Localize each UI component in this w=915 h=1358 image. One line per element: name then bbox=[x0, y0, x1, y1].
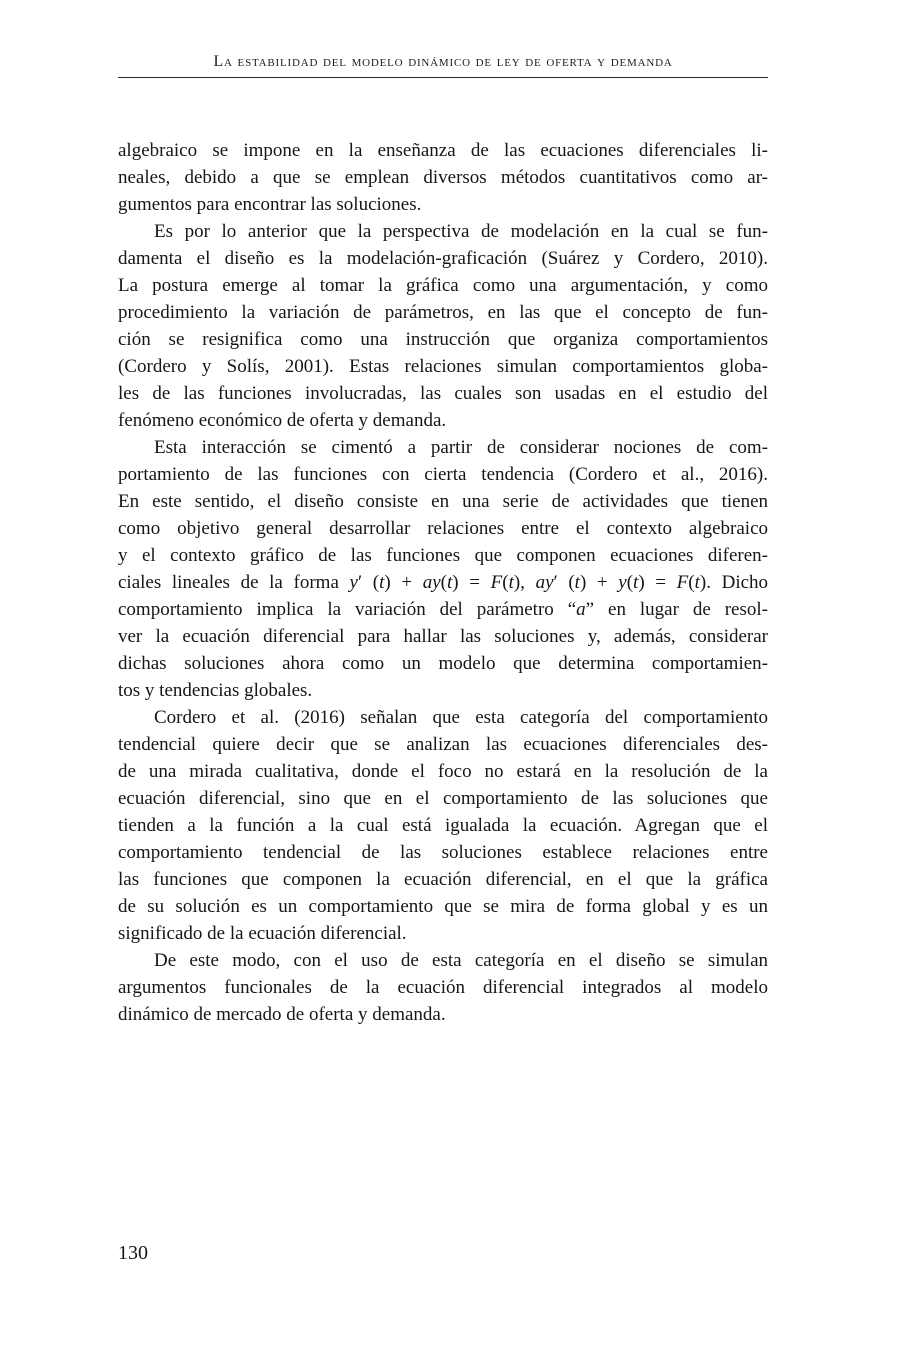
text-run: Es por lo anterior que la perspectiva de modelación en la cual se fun- bbox=[154, 221, 768, 242]
text-run: ver la ecuación diferencial para hallar las soluciones y, además, considerar bbox=[118, 626, 768, 647]
text-run: ) = bbox=[452, 572, 491, 593]
text-run: (Cordero y Solís, 2001). Estas relaciones simulan comportamientos globa- bbox=[118, 356, 768, 377]
body-paragraph bbox=[118, 947, 768, 1028]
text-line bbox=[118, 515, 768, 542]
text-run: ción se resignifica como una instrucción que organiza comportamientos bbox=[118, 329, 768, 350]
text-run: Cordero et al. (2016) señalan que esta categoría del comportamiento bbox=[154, 707, 768, 728]
page-header bbox=[118, 52, 768, 78]
text-run: fenómeno económico de oferta y demanda. bbox=[118, 410, 447, 431]
text-line bbox=[118, 245, 768, 272]
text-line bbox=[118, 866, 768, 893]
math-italic-run: ay bbox=[535, 572, 554, 593]
page-body bbox=[118, 137, 768, 1028]
body-paragraph bbox=[118, 434, 768, 704]
body-paragraph bbox=[118, 218, 768, 434]
text-run: ′ ( bbox=[553, 572, 575, 593]
math-italic-run: F bbox=[490, 572, 503, 593]
text-line bbox=[118, 569, 768, 596]
text-run: comportamiento tendencial de las soluciones establece relaciones entre bbox=[118, 842, 768, 863]
text-line bbox=[118, 164, 768, 191]
text-line bbox=[118, 272, 768, 299]
math-italic-run: t bbox=[574, 572, 580, 593]
text-line bbox=[118, 785, 768, 812]
text-line bbox=[118, 380, 768, 407]
math-italic-run: a bbox=[576, 599, 586, 620]
text-line bbox=[118, 623, 768, 650]
text-line bbox=[118, 137, 768, 164]
text-line bbox=[118, 353, 768, 380]
math-italic-run: ay bbox=[422, 572, 441, 593]
math-italic-run: t bbox=[447, 572, 453, 593]
text-run: les de las funciones involucradas, las cuales son usadas en el estudio del bbox=[118, 383, 768, 404]
header-rule bbox=[118, 77, 768, 78]
text-run: ) = bbox=[638, 572, 677, 593]
text-line bbox=[118, 839, 768, 866]
text-run: algebraico se impone en la enseñanza de las ecuaciones diferenciales li- bbox=[118, 140, 768, 161]
body-paragraph bbox=[118, 704, 768, 947]
text-line bbox=[118, 812, 768, 839]
text-run: ciales lineales de la forma bbox=[118, 572, 350, 593]
text-line bbox=[118, 488, 768, 515]
text-run: portamiento de las funciones con cierta tendencia (Cordero et al., 2016). bbox=[118, 464, 768, 485]
text-run: argumentos funcionales de la ecuación diferencial integrados al modelo bbox=[118, 977, 768, 998]
text-line bbox=[118, 407, 768, 434]
text-line bbox=[118, 1001, 768, 1028]
text-line bbox=[118, 596, 768, 623]
text-run: ( bbox=[688, 572, 695, 593]
text-run: como objetivo general desarrollar relaciones entre el contexto algebraico bbox=[118, 518, 768, 539]
text-line bbox=[118, 893, 768, 920]
text-line bbox=[118, 731, 768, 758]
text-run: ( bbox=[626, 572, 634, 593]
text-run: damenta el diseño es la modelación-graficación (Suárez y Cordero, 2010). bbox=[118, 248, 768, 269]
text-run: dichas soluciones ahora como un modelo que determina comportamien- bbox=[118, 653, 768, 674]
text-line bbox=[118, 434, 768, 461]
text-run: Esta interacción se cimentó a partir de considerar nociones de com- bbox=[154, 437, 768, 458]
text-line bbox=[118, 650, 768, 677]
text-run: ) + bbox=[384, 572, 423, 593]
running-header-title: La estabilidad del modelo dinámico de ley de oferta y demanda bbox=[213, 53, 673, 70]
text-run: gumentos para encontrar las soluciones. bbox=[118, 194, 422, 215]
text-run: ), bbox=[513, 572, 536, 593]
body-paragraph bbox=[118, 137, 768, 218]
text-line bbox=[118, 704, 768, 731]
text-run: ). Dicho bbox=[699, 572, 769, 593]
text-run: La postura emerge al tomar la gráfica como una argumentación, y como bbox=[118, 275, 768, 296]
page-number: 130 bbox=[118, 1242, 148, 1264]
text-run: ( bbox=[502, 572, 509, 593]
text-line bbox=[118, 326, 768, 353]
text-run: ′ ( bbox=[357, 572, 380, 593]
text-run: dinámico de mercado de oferta y demanda. bbox=[118, 1004, 446, 1025]
text-run: En este sentido, el diseño consiste en una serie de actividades que tienen bbox=[118, 491, 768, 512]
text-run: ” en lugar de resol- bbox=[585, 599, 768, 620]
text-line bbox=[118, 542, 768, 569]
text-line bbox=[118, 920, 768, 947]
text-run: tienden a la función a la cual está igualada la ecuación. Agregan que el bbox=[118, 815, 768, 836]
text-line bbox=[118, 677, 768, 704]
text-line bbox=[118, 191, 768, 218]
text-line bbox=[118, 974, 768, 1001]
math-italic-run: t bbox=[633, 572, 639, 593]
math-italic-run: t bbox=[379, 572, 385, 593]
text-run: de una mirada cualitativa, donde el foco no estará en la resolución de la bbox=[118, 761, 768, 782]
text-run: procedimiento la variación de parámetros, en las que el concepto de fun- bbox=[118, 302, 768, 323]
text-run: las funciones que componen la ecuación diferencial, en el que la gráfica bbox=[118, 869, 768, 890]
math-italic-run: y bbox=[618, 572, 627, 593]
text-line bbox=[118, 461, 768, 488]
text-run: tos y tendencias globales. bbox=[118, 680, 313, 701]
math-italic-run: y bbox=[349, 572, 358, 593]
math-italic-run: t bbox=[508, 572, 514, 593]
text-run: comportamiento implica la variación del parámetro “ bbox=[118, 599, 577, 620]
text-run: y el contexto gráfico de las funciones que componen ecuaciones diferen- bbox=[118, 545, 768, 566]
text-run: neales, debido a que se emplean diversos métodos cuantitativos como ar- bbox=[118, 167, 768, 188]
text-line bbox=[118, 299, 768, 326]
math-italic-run: F bbox=[676, 572, 689, 593]
text-run: De este modo, con el uso de esta categoría en el diseño se simulan bbox=[154, 950, 768, 971]
text-run: ecuación diferencial, sino que en el comportamiento de las soluciones que bbox=[118, 788, 768, 809]
text-run: ) + bbox=[579, 572, 619, 593]
text-run: de su solución es un comportamiento que se mira de forma global y es un bbox=[118, 896, 768, 917]
text-run: significado de la ecuación diferencial. bbox=[118, 923, 407, 944]
text-run: tendencial quiere decir que se analizan las ecuaciones diferenciales des- bbox=[118, 734, 768, 755]
text-run: ( bbox=[440, 572, 447, 593]
text-line bbox=[118, 758, 768, 785]
text-line bbox=[118, 947, 768, 974]
math-italic-run: t bbox=[694, 572, 700, 593]
text-line bbox=[118, 218, 768, 245]
